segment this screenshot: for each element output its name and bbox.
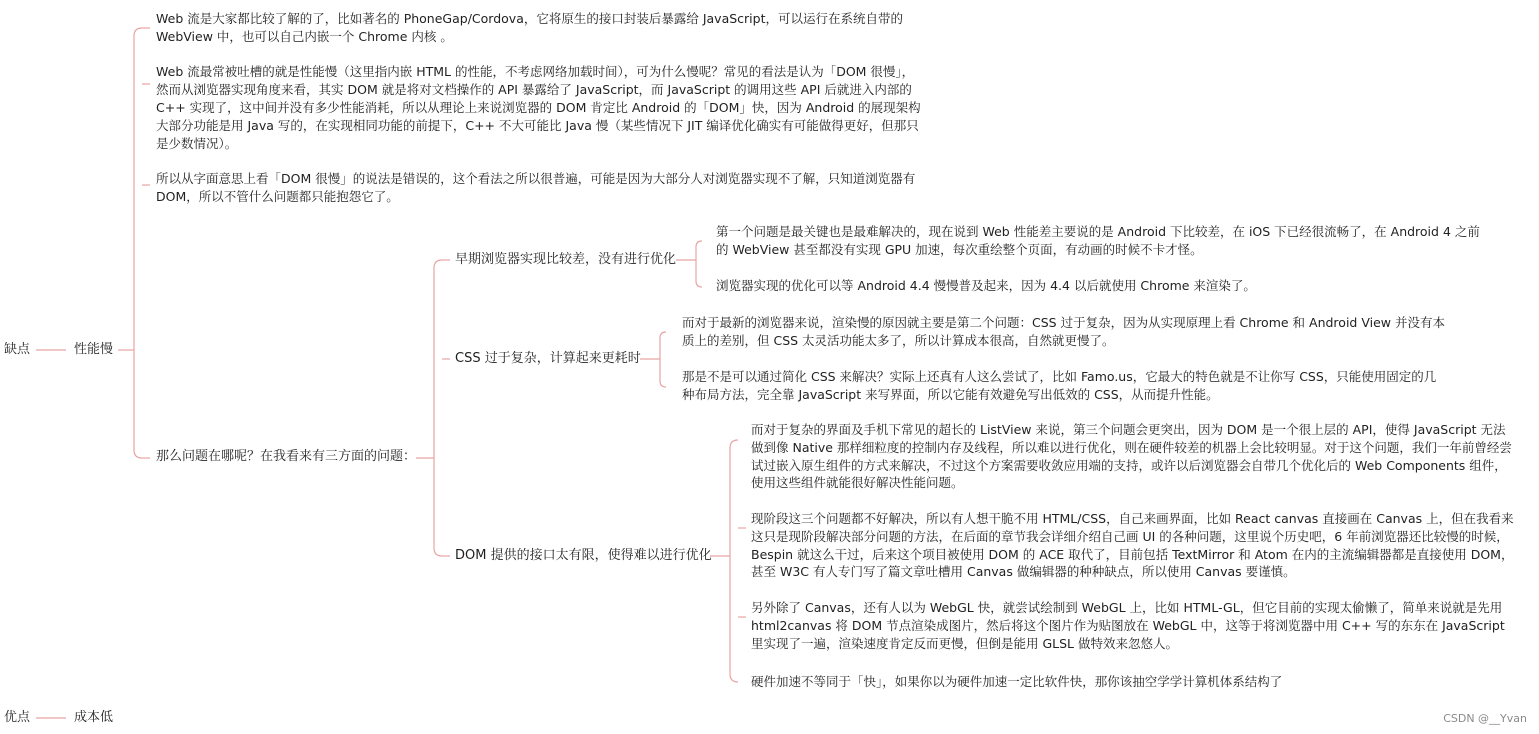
spacer (156, 152, 921, 170)
root-cons[interactable]: 缺点 (4, 342, 31, 357)
node-problem-question[interactable]: 那么问题在哪呢？在我看来有三方面的问题： (156, 449, 417, 464)
problem-3-note-2[interactable]: 现阶段这三个问题都不好解决，所以有人想干脆不用 HTML/CSS，自己来画界面，比如 React canvas 直接画在 Canvas 上，但在我看来这只是现阶段解决部分问题的方法，在后面的章节我会详细介绍自己画 UI 的各种问题，这里说个历史吧，6 年前浏览器还比较慢的时候，Bespin 就这么干过，后来这个项目被使用 DOM 的 ACE 取代了，目前包括 TextMirror 和 Atom 在内的主流编辑器都是直接使用 DOM，甚至 W3C 有人专门写了篇文章吐槽用 Canvas 做编辑器的种种缺点，所以使用 Canvas 要谨慎。 (751, 511, 1514, 580)
perf-note-1: Web 流是大家都比较了解的了，比如著名的 PhoneGap/Cordova，它将原生的接口封装后暴露给 JavaScript，可以运行在系统自带的 WebView 中，也可以自己内嵌一个 Chrome 内核 。 (156, 11, 903, 44)
problem-1-note-1[interactable]: 第一个问题是最关键也是最难解决的，现在说到 Web 性能差主要说的是 Android 下比较差，在 iOS 下已经很流畅了，在 Android 4 之前的 WebView 甚至都没有实现 GPU 加速，每次重绘整个页面，有动画的时候不卡才怪。 (716, 224, 1480, 257)
bracket-p2-notes (660, 332, 666, 387)
problem-3-note-1[interactable]: 而对于复杂的界面及手机下常见的超长的 ListView 来说，第三个问题会更突出，因为 DOM 是一个很上层的 API，使得 JavaScript 无法做到像 Native 那样细粒度的控制内存及线程，所以难以进行优化，则在硬件较差的机器上会比较明显。对于这个问题，我们一年前曾经尝试过嵌入原生组件的方式来解决，不过这个方案需要收敛应用端的支持，或许以后浏览器会自带几个优化后的 Web Components 组件，使用这些组件就能很好解决性能问题。 (751, 422, 1512, 491)
problem-3-note-3[interactable]: 另外除了 Canvas，还有人以为 WebGL 快，就尝试绘制到 WebGL 上，比如 HTML-GL，但它目前的实现太偷懒了，简单来说就是先用 html2canvas 将 DOM 节点渲染成图片，然后将这个图片作为贴图放在 WebGL 中，这等于将浏览器中用 C++ 写的东东在 JavaScript 里实现了一遍，渲染速度肯定反而更慢，但倒是能用 GLSL 做特效来忽悠人。 (751, 600, 1505, 651)
bracket-p1-notes (696, 241, 702, 287)
root-pros[interactable]: 优点 (4, 710, 31, 725)
bracket-problems (434, 260, 442, 556)
problem-2-title[interactable]: CSS 过于复杂，计算起来更耗时 (455, 351, 641, 366)
problem-2-note-1[interactable]: 而对于最新的浏览器来说，渲染慢的原因就主要是第二个问题：CSS 过于复杂，因为从实现原理上看 Chrome 和 Android View 并没有本质上的差别，但 CSS 太灵活功能太多了，所以计算成本很高，自然就更慢了。 (682, 315, 1445, 348)
watermark: CSDN @__Yvan (1443, 712, 1527, 725)
perf-note-3: 所以从字面意思上看「DOM 很慢」的说法是错误的，这个看法之所以很普遍，可能是因为大部分人对浏览器实现不了解，只知道浏览器有 DOM，所以不管什么问题都只能抱怨它了。 (156, 171, 916, 204)
problem-3-note-4[interactable]: 硬件加速不等同于「快」，如果你以为硬件加速一定比软件快，那你该抽空学学计算机体系结构了 (751, 674, 1283, 689)
perf-notes[interactable] (156, 10, 921, 206)
problem-1-title[interactable]: 早期浏览器实现比较差，没有进行优化 (455, 252, 677, 267)
problem-1-note-2[interactable]: 浏览器实现的优化可以等 Android 4.4 慢慢普及起来，因为 4.4 以后就使用 Chrome 来渲染了。 (716, 278, 1256, 293)
perf-note-2: Web 流最常被吐槽的就是性能慢（这里指内嵌 HTML 的性能，不考虑网络加载时间），可为什么慢呢？常见的看法是认为「DOM 很慢」，然而从浏览器实现角度来看，其实 DOM 就是将对文档操作的 API 暴露给了 JavaScript，而 JavaScript 的调用这些 API 后就进入内部的 C++ 实现了，这中间并没有多少性能消耗，所以从理论上来说浏览器的 DOM 肯定比 Android 的「DOM」快，因为 Android 的展现架构大部分功能是用 Java 写的，在实现相同功能的前提下，C++ 不大可能比 Java 慢（某些情况下 JIT 编译优化确实有可能做得更好，但那只是少数情况）。 (156, 64, 921, 151)
spacer (156, 46, 921, 64)
bracket-perf-children (134, 28, 142, 458)
node-low-cost[interactable]: 成本低 (74, 710, 114, 725)
node-slow-performance[interactable]: 性能慢 (74, 342, 114, 357)
bracket-p3-notes (730, 440, 738, 682)
problem-2-note-2[interactable]: 那是不是可以通过简化 CSS 来解决？实际上还真有人这么尝试了，比如 Famo.us，它最大的特色就是不让你写 CSS，只能使用固定的几种布局方法，完全靠 JavaScript 来写界面，所以它能有效避免写出低效的 CSS，从而提升性能。 (682, 369, 1437, 402)
problem-3-title[interactable]: DOM 提供的接口太有限，使得难以进行优化 (455, 548, 712, 563)
